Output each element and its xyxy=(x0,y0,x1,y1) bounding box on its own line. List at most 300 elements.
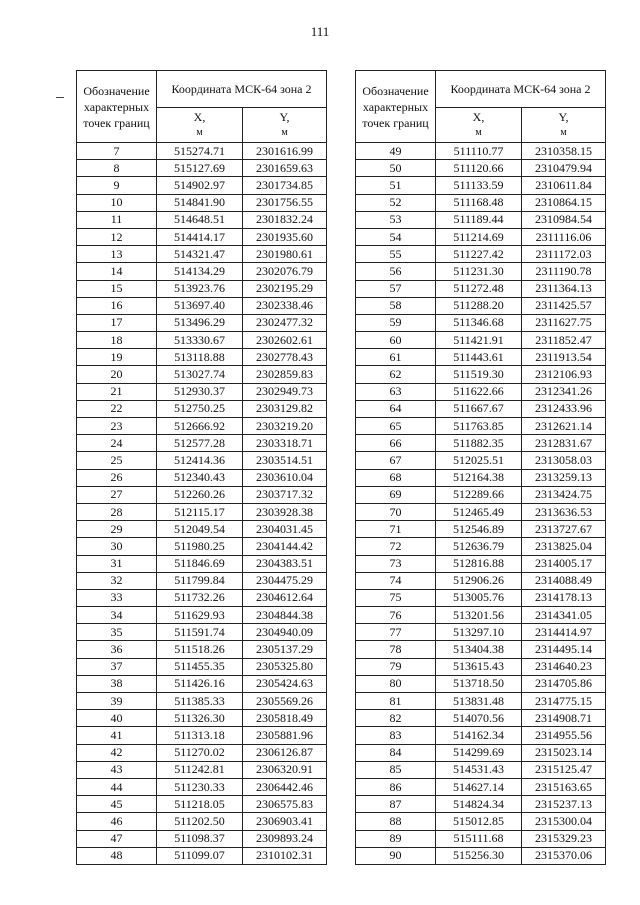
point-number-cell: 42 xyxy=(77,744,157,761)
x-coordinate-cell: 511218.05 xyxy=(157,796,243,813)
x-coordinate-cell: 514627.14 xyxy=(436,778,522,795)
table-row xyxy=(77,778,327,795)
point-number-cell: 15 xyxy=(77,280,157,297)
y-coordinate-cell: 2314705.86 xyxy=(522,675,606,692)
table-row xyxy=(77,607,327,624)
point-number-cell: 67 xyxy=(356,452,436,469)
point-number-cell: 56 xyxy=(356,263,436,280)
y-coordinate-cell: 2305137.29 xyxy=(243,641,327,658)
point-number-cell: 86 xyxy=(356,778,436,795)
point-number-cell: 46 xyxy=(77,813,157,830)
x-coordinate-cell: 511098.37 xyxy=(157,830,243,847)
y-coordinate-cell: 2302949.73 xyxy=(243,383,327,400)
x-coordinate-cell: 511622.66 xyxy=(436,383,522,400)
point-number-cell: 85 xyxy=(356,761,436,778)
table-row xyxy=(356,228,606,245)
y-coordinate-cell: 2301980.61 xyxy=(243,246,327,263)
y-coordinate-cell: 2306575.83 xyxy=(243,796,327,813)
table-row xyxy=(77,503,327,520)
table-row xyxy=(356,143,606,160)
x-coordinate-cell: 511272.48 xyxy=(436,280,522,297)
table-row xyxy=(77,486,327,503)
x-coordinate-cell: 514531.43 xyxy=(436,761,522,778)
x-coordinate-cell: 513496.29 xyxy=(157,314,243,331)
point-number-cell: 41 xyxy=(77,727,157,744)
x-coordinate-cell: 512289.66 xyxy=(436,486,522,503)
x-coordinate-cell: 513831.48 xyxy=(436,693,522,710)
x-coordinate-cell: 511168.48 xyxy=(436,194,522,211)
point-number-cell: 55 xyxy=(356,246,436,263)
point-number-cell: 31 xyxy=(77,555,157,572)
table-row xyxy=(77,658,327,675)
y-coordinate-cell: 2310864.15 xyxy=(522,194,606,211)
table-row xyxy=(356,761,606,778)
point-number-cell: 59 xyxy=(356,314,436,331)
table-row xyxy=(356,555,606,572)
y-coordinate-cell: 2302195.29 xyxy=(243,280,327,297)
table-row xyxy=(77,555,327,572)
x-coordinate-cell: 513297.10 xyxy=(436,624,522,641)
x-coordinate-cell: 511346.68 xyxy=(436,314,522,331)
point-number-cell: 37 xyxy=(77,658,157,675)
table-row xyxy=(356,314,606,331)
y-coordinate-cell: 2303610.04 xyxy=(243,469,327,486)
x-coordinate-cell: 511120.66 xyxy=(436,160,522,177)
y-coordinate-cell: 2312341.26 xyxy=(522,383,606,400)
table-row xyxy=(77,349,327,366)
table-row xyxy=(356,693,606,710)
x-coordinate-cell: 511099.07 xyxy=(157,847,243,864)
table-row xyxy=(77,194,327,211)
y-coordinate-cell: 2312621.14 xyxy=(522,418,606,435)
y-coordinate-cell: 2301659.63 xyxy=(243,160,327,177)
point-number-cell: 35 xyxy=(77,624,157,641)
point-number-cell: 30 xyxy=(77,538,157,555)
point-number-cell: 83 xyxy=(356,727,436,744)
y-coordinate-cell: 2303928.38 xyxy=(243,503,327,520)
table-row xyxy=(77,641,327,658)
x-coordinate-cell: 511518.26 xyxy=(157,641,243,658)
point-number-cell: 36 xyxy=(77,641,157,658)
x-coordinate-cell: 515274.71 xyxy=(157,143,243,160)
y-coordinate-cell: 2315125.47 xyxy=(522,761,606,778)
x-coordinate-cell: 511421.91 xyxy=(436,332,522,349)
point-number-cell: 82 xyxy=(356,710,436,727)
table-row xyxy=(356,796,606,813)
table-row xyxy=(77,143,327,160)
table-row xyxy=(77,744,327,761)
table-row xyxy=(77,572,327,589)
point-number-cell: 27 xyxy=(77,486,157,503)
point-number-cell: 51 xyxy=(356,177,436,194)
y-coordinate-cell: 2306320.91 xyxy=(243,761,327,778)
table-row xyxy=(77,710,327,727)
y-coordinate-cell: 2301832.24 xyxy=(243,211,327,228)
x-coordinate-cell: 515111.68 xyxy=(436,830,522,847)
point-number-cell: 61 xyxy=(356,349,436,366)
x-coordinate-cell: 514841.90 xyxy=(157,194,243,211)
table-row xyxy=(356,366,606,383)
table-row xyxy=(356,624,606,641)
x-coordinate-cell: 511629.93 xyxy=(157,607,243,624)
point-number-cell: 81 xyxy=(356,693,436,710)
y-coordinate-cell: 2314908.71 xyxy=(522,710,606,727)
x-coordinate-cell: 514824.34 xyxy=(436,796,522,813)
x-column-header: X, м xyxy=(157,108,243,143)
y-column-header: Y, м xyxy=(522,108,606,143)
table-row xyxy=(356,521,606,538)
table-row xyxy=(77,228,327,245)
table-row xyxy=(356,280,606,297)
table-row xyxy=(77,761,327,778)
y-coordinate-cell: 2302477.32 xyxy=(243,314,327,331)
coordinates-table-left xyxy=(76,70,327,865)
point-number-cell: 16 xyxy=(77,297,157,314)
y-coordinate-cell: 2314640.23 xyxy=(522,658,606,675)
x-coordinate-cell: 511455.35 xyxy=(157,658,243,675)
x-coordinate-cell: 511385.33 xyxy=(157,693,243,710)
point-number-cell: 75 xyxy=(356,589,436,606)
x-coordinate-cell: 512340.43 xyxy=(157,469,243,486)
table-row xyxy=(356,744,606,761)
point-number-cell: 77 xyxy=(356,624,436,641)
table-row xyxy=(356,778,606,795)
y-coordinate-cell: 2315023.14 xyxy=(522,744,606,761)
point-number-cell: 23 xyxy=(77,418,157,435)
x-coordinate-cell: 511227.42 xyxy=(436,246,522,263)
x-coordinate-cell: 511799.84 xyxy=(157,572,243,589)
point-number-cell: 70 xyxy=(356,503,436,520)
x-coordinate-cell: 514070.56 xyxy=(436,710,522,727)
table-row xyxy=(77,727,327,744)
y-coordinate-cell: 2303219.20 xyxy=(243,418,327,435)
x-coordinate-cell: 513718.50 xyxy=(436,675,522,692)
x-coordinate-cell: 511426.16 xyxy=(157,675,243,692)
x-coordinate-cell: 511270.02 xyxy=(157,744,243,761)
y-coordinate-cell: 2314341.05 xyxy=(522,607,606,624)
x-coordinate-cell: 511202.50 xyxy=(157,813,243,830)
point-number-cell: 50 xyxy=(356,160,436,177)
point-number-cell: 44 xyxy=(77,778,157,795)
y-coordinate-cell: 2301616.99 xyxy=(243,143,327,160)
y-coordinate-cell: 2314178.13 xyxy=(522,589,606,606)
y-coordinate-cell: 2311852.47 xyxy=(522,332,606,349)
point-number-cell: 32 xyxy=(77,572,157,589)
table-row xyxy=(356,418,606,435)
table-row xyxy=(77,160,327,177)
y-coordinate-cell: 2313825.04 xyxy=(522,538,606,555)
table-row xyxy=(356,658,606,675)
point-number-cell: 14 xyxy=(77,263,157,280)
y-coordinate-cell: 2306126.87 xyxy=(243,744,327,761)
x-coordinate-cell: 512260.26 xyxy=(157,486,243,503)
x-coordinate-cell: 512816.88 xyxy=(436,555,522,572)
point-number-cell: 39 xyxy=(77,693,157,710)
point-number-cell: 7 xyxy=(77,143,157,160)
x-coordinate-cell: 511133.59 xyxy=(436,177,522,194)
table-row xyxy=(356,263,606,280)
y-coordinate-cell: 2315163.65 xyxy=(522,778,606,795)
point-number-cell: 74 xyxy=(356,572,436,589)
x-coordinate-cell: 514902.97 xyxy=(157,177,243,194)
point-number-cell: 69 xyxy=(356,486,436,503)
x-coordinate-cell: 513615.43 xyxy=(436,658,522,675)
point-number-cell: 53 xyxy=(356,211,436,228)
x-coordinate-cell: 513330.67 xyxy=(157,332,243,349)
point-number-cell: 66 xyxy=(356,435,436,452)
table-row xyxy=(356,503,606,520)
x-coordinate-cell: 511443.61 xyxy=(436,349,522,366)
y-coordinate-cell: 2304940.09 xyxy=(243,624,327,641)
point-number-cell: 13 xyxy=(77,246,157,263)
table-row xyxy=(356,847,606,864)
y-coordinate-cell: 2303717.32 xyxy=(243,486,327,503)
table-row xyxy=(77,435,327,452)
point-number-cell: 62 xyxy=(356,366,436,383)
point-designation-header: Обозначение характерных точек границ xyxy=(356,71,436,143)
y-coordinate-cell: 2302602.61 xyxy=(243,332,327,349)
y-coordinate-cell: 2304612.64 xyxy=(243,589,327,606)
x-coordinate-cell: 512930.37 xyxy=(157,383,243,400)
y-coordinate-cell: 2303514.51 xyxy=(243,452,327,469)
x-coordinate-cell: 512577.28 xyxy=(157,435,243,452)
x-coordinate-cell: 511288.20 xyxy=(436,297,522,314)
y-coordinate-cell: 2310984.54 xyxy=(522,211,606,228)
point-number-cell: 21 xyxy=(77,383,157,400)
x-coordinate-cell: 511313.18 xyxy=(157,727,243,744)
table-row xyxy=(77,297,327,314)
y-coordinate-cell: 2304383.51 xyxy=(243,555,327,572)
x-coordinate-cell: 513027.74 xyxy=(157,366,243,383)
point-number-cell: 28 xyxy=(77,503,157,520)
point-number-cell: 47 xyxy=(77,830,157,847)
point-number-cell: 58 xyxy=(356,297,436,314)
table-row xyxy=(77,675,327,692)
x-coordinate-cell: 511110.77 xyxy=(436,143,522,160)
margin-mark xyxy=(56,97,64,98)
point-number-cell: 9 xyxy=(77,177,157,194)
table-row xyxy=(77,332,327,349)
y-coordinate-cell: 2313636.53 xyxy=(522,503,606,520)
y-coordinate-cell: 2311913.54 xyxy=(522,349,606,366)
x-coordinate-cell: 512906.26 xyxy=(436,572,522,589)
point-number-cell: 48 xyxy=(77,847,157,864)
point-number-cell: 26 xyxy=(77,469,157,486)
y-coordinate-cell: 2314414.97 xyxy=(522,624,606,641)
point-number-cell: 33 xyxy=(77,589,157,606)
table-row xyxy=(77,693,327,710)
point-number-cell: 52 xyxy=(356,194,436,211)
y-coordinate-cell: 2306903.41 xyxy=(243,813,327,830)
x-coordinate-cell: 511519.30 xyxy=(436,366,522,383)
point-number-cell: 19 xyxy=(77,349,157,366)
y-coordinate-cell: 2314495.14 xyxy=(522,641,606,658)
point-number-cell: 60 xyxy=(356,332,436,349)
table-row xyxy=(77,847,327,864)
table-row xyxy=(77,280,327,297)
table-row xyxy=(77,177,327,194)
table-row xyxy=(356,211,606,228)
point-number-cell: 80 xyxy=(356,675,436,692)
y-coordinate-cell: 2303129.82 xyxy=(243,400,327,417)
point-number-cell: 40 xyxy=(77,710,157,727)
right-table-body xyxy=(356,143,606,865)
table-row xyxy=(356,400,606,417)
x-coordinate-cell: 512666.92 xyxy=(157,418,243,435)
x-coordinate-cell: 512465.49 xyxy=(436,503,522,520)
point-number-cell: 88 xyxy=(356,813,436,830)
point-number-cell: 8 xyxy=(77,160,157,177)
table-row xyxy=(356,830,606,847)
y-coordinate-cell: 2311364.13 xyxy=(522,280,606,297)
table-row xyxy=(356,246,606,263)
table-row xyxy=(77,589,327,606)
y-coordinate-cell: 2306442.46 xyxy=(243,778,327,795)
point-number-cell: 89 xyxy=(356,830,436,847)
x-coordinate-cell: 514321.47 xyxy=(157,246,243,263)
y-coordinate-cell: 2310358.15 xyxy=(522,143,606,160)
y-coordinate-cell: 2301734.85 xyxy=(243,177,327,194)
point-number-cell: 18 xyxy=(77,332,157,349)
table-row xyxy=(77,830,327,847)
page-number: 111 xyxy=(310,24,330,39)
point-number-cell: 76 xyxy=(356,607,436,624)
table-row xyxy=(356,349,606,366)
coordinates-table-right xyxy=(355,70,606,865)
y-coordinate-cell: 2313259.13 xyxy=(522,469,606,486)
point-number-cell: 73 xyxy=(356,555,436,572)
y-coordinate-cell: 2309893.24 xyxy=(243,830,327,847)
point-number-cell: 38 xyxy=(77,675,157,692)
point-number-cell: 20 xyxy=(77,366,157,383)
table-row xyxy=(356,194,606,211)
y-coordinate-cell: 2304475.29 xyxy=(243,572,327,589)
point-number-cell: 87 xyxy=(356,796,436,813)
y-coordinate-cell: 2311172.03 xyxy=(522,246,606,263)
table-row xyxy=(77,521,327,538)
table-row xyxy=(77,469,327,486)
y-coordinate-cell: 2314005.17 xyxy=(522,555,606,572)
y-coordinate-cell: 2310479.94 xyxy=(522,160,606,177)
y-coordinate-cell: 2314955.56 xyxy=(522,727,606,744)
point-number-cell: 65 xyxy=(356,418,436,435)
table-row xyxy=(356,452,606,469)
table-row xyxy=(77,263,327,280)
x-coordinate-cell: 512546.89 xyxy=(436,521,522,538)
table-row xyxy=(77,366,327,383)
y-coordinate-cell: 2310611.84 xyxy=(522,177,606,194)
point-number-cell: 84 xyxy=(356,744,436,761)
coordinate-system-header: Координата МСК-64 зона 2 xyxy=(436,71,606,108)
x-column-header: X, м xyxy=(436,108,522,143)
table-row xyxy=(356,538,606,555)
y-column-header: Y, м xyxy=(243,108,327,143)
x-coordinate-cell: 515256.30 xyxy=(436,847,522,864)
table-row xyxy=(356,383,606,400)
table-row xyxy=(77,314,327,331)
table-row xyxy=(77,813,327,830)
point-number-cell: 11 xyxy=(77,211,157,228)
y-coordinate-cell: 2304031.45 xyxy=(243,521,327,538)
point-number-cell: 10 xyxy=(77,194,157,211)
y-coordinate-cell: 2305569.26 xyxy=(243,693,327,710)
table-row xyxy=(356,710,606,727)
y-coordinate-cell: 2304144.42 xyxy=(243,538,327,555)
x-coordinate-cell: 511230.33 xyxy=(157,778,243,795)
x-coordinate-cell: 514414.17 xyxy=(157,228,243,245)
x-coordinate-cell: 515012.85 xyxy=(436,813,522,830)
left-table-body xyxy=(77,143,327,865)
x-coordinate-cell: 511231.30 xyxy=(436,263,522,280)
y-coordinate-cell: 2305818.49 xyxy=(243,710,327,727)
x-coordinate-cell: 512414.36 xyxy=(157,452,243,469)
y-coordinate-cell: 2315329.23 xyxy=(522,830,606,847)
x-coordinate-cell: 513923.76 xyxy=(157,280,243,297)
point-number-cell: 79 xyxy=(356,658,436,675)
point-number-cell: 45 xyxy=(77,796,157,813)
table-row xyxy=(356,160,606,177)
y-coordinate-cell: 2312106.93 xyxy=(522,366,606,383)
y-coordinate-cell: 2315370.06 xyxy=(522,847,606,864)
x-coordinate-cell: 511732.26 xyxy=(157,589,243,606)
table-row xyxy=(356,607,606,624)
table-row xyxy=(356,589,606,606)
table-row xyxy=(77,211,327,228)
table-row xyxy=(356,727,606,744)
point-number-cell: 71 xyxy=(356,521,436,538)
point-number-cell: 54 xyxy=(356,228,436,245)
table-row xyxy=(356,435,606,452)
y-coordinate-cell: 2311425.57 xyxy=(522,297,606,314)
y-coordinate-cell: 2302778.43 xyxy=(243,349,327,366)
y-coordinate-cell: 2305424.63 xyxy=(243,675,327,692)
point-number-cell: 90 xyxy=(356,847,436,864)
x-coordinate-cell: 514648.51 xyxy=(157,211,243,228)
point-number-cell: 29 xyxy=(77,521,157,538)
table-row xyxy=(77,624,327,641)
y-coordinate-cell: 2305325.80 xyxy=(243,658,327,675)
y-coordinate-cell: 2301756.55 xyxy=(243,194,327,211)
coordinate-system-header: Координата МСК-64 зона 2 xyxy=(157,71,327,108)
x-coordinate-cell: 511846.69 xyxy=(157,555,243,572)
y-coordinate-cell: 2312831.67 xyxy=(522,435,606,452)
x-coordinate-cell: 511214.69 xyxy=(436,228,522,245)
table-row xyxy=(356,177,606,194)
x-coordinate-cell: 513118.88 xyxy=(157,349,243,366)
point-number-cell: 78 xyxy=(356,641,436,658)
point-number-cell: 22 xyxy=(77,400,157,417)
y-coordinate-cell: 2313727.67 xyxy=(522,521,606,538)
x-coordinate-cell: 512025.51 xyxy=(436,452,522,469)
table-row xyxy=(77,538,327,555)
table-row xyxy=(356,641,606,658)
y-coordinate-cell: 2302338.46 xyxy=(243,297,327,314)
x-coordinate-cell: 511591.74 xyxy=(157,624,243,641)
point-number-cell: 49 xyxy=(356,143,436,160)
table-row xyxy=(356,572,606,589)
point-number-cell: 24 xyxy=(77,435,157,452)
point-number-cell: 72 xyxy=(356,538,436,555)
x-coordinate-cell: 512049.54 xyxy=(157,521,243,538)
y-coordinate-cell: 2314088.49 xyxy=(522,572,606,589)
y-coordinate-cell: 2303318.71 xyxy=(243,435,327,452)
table-row xyxy=(77,246,327,263)
x-coordinate-cell: 514162.34 xyxy=(436,727,522,744)
y-coordinate-cell: 2304844.38 xyxy=(243,607,327,624)
x-coordinate-cell: 511980.25 xyxy=(157,538,243,555)
y-coordinate-cell: 2315237.13 xyxy=(522,796,606,813)
x-coordinate-cell: 511189.44 xyxy=(436,211,522,228)
